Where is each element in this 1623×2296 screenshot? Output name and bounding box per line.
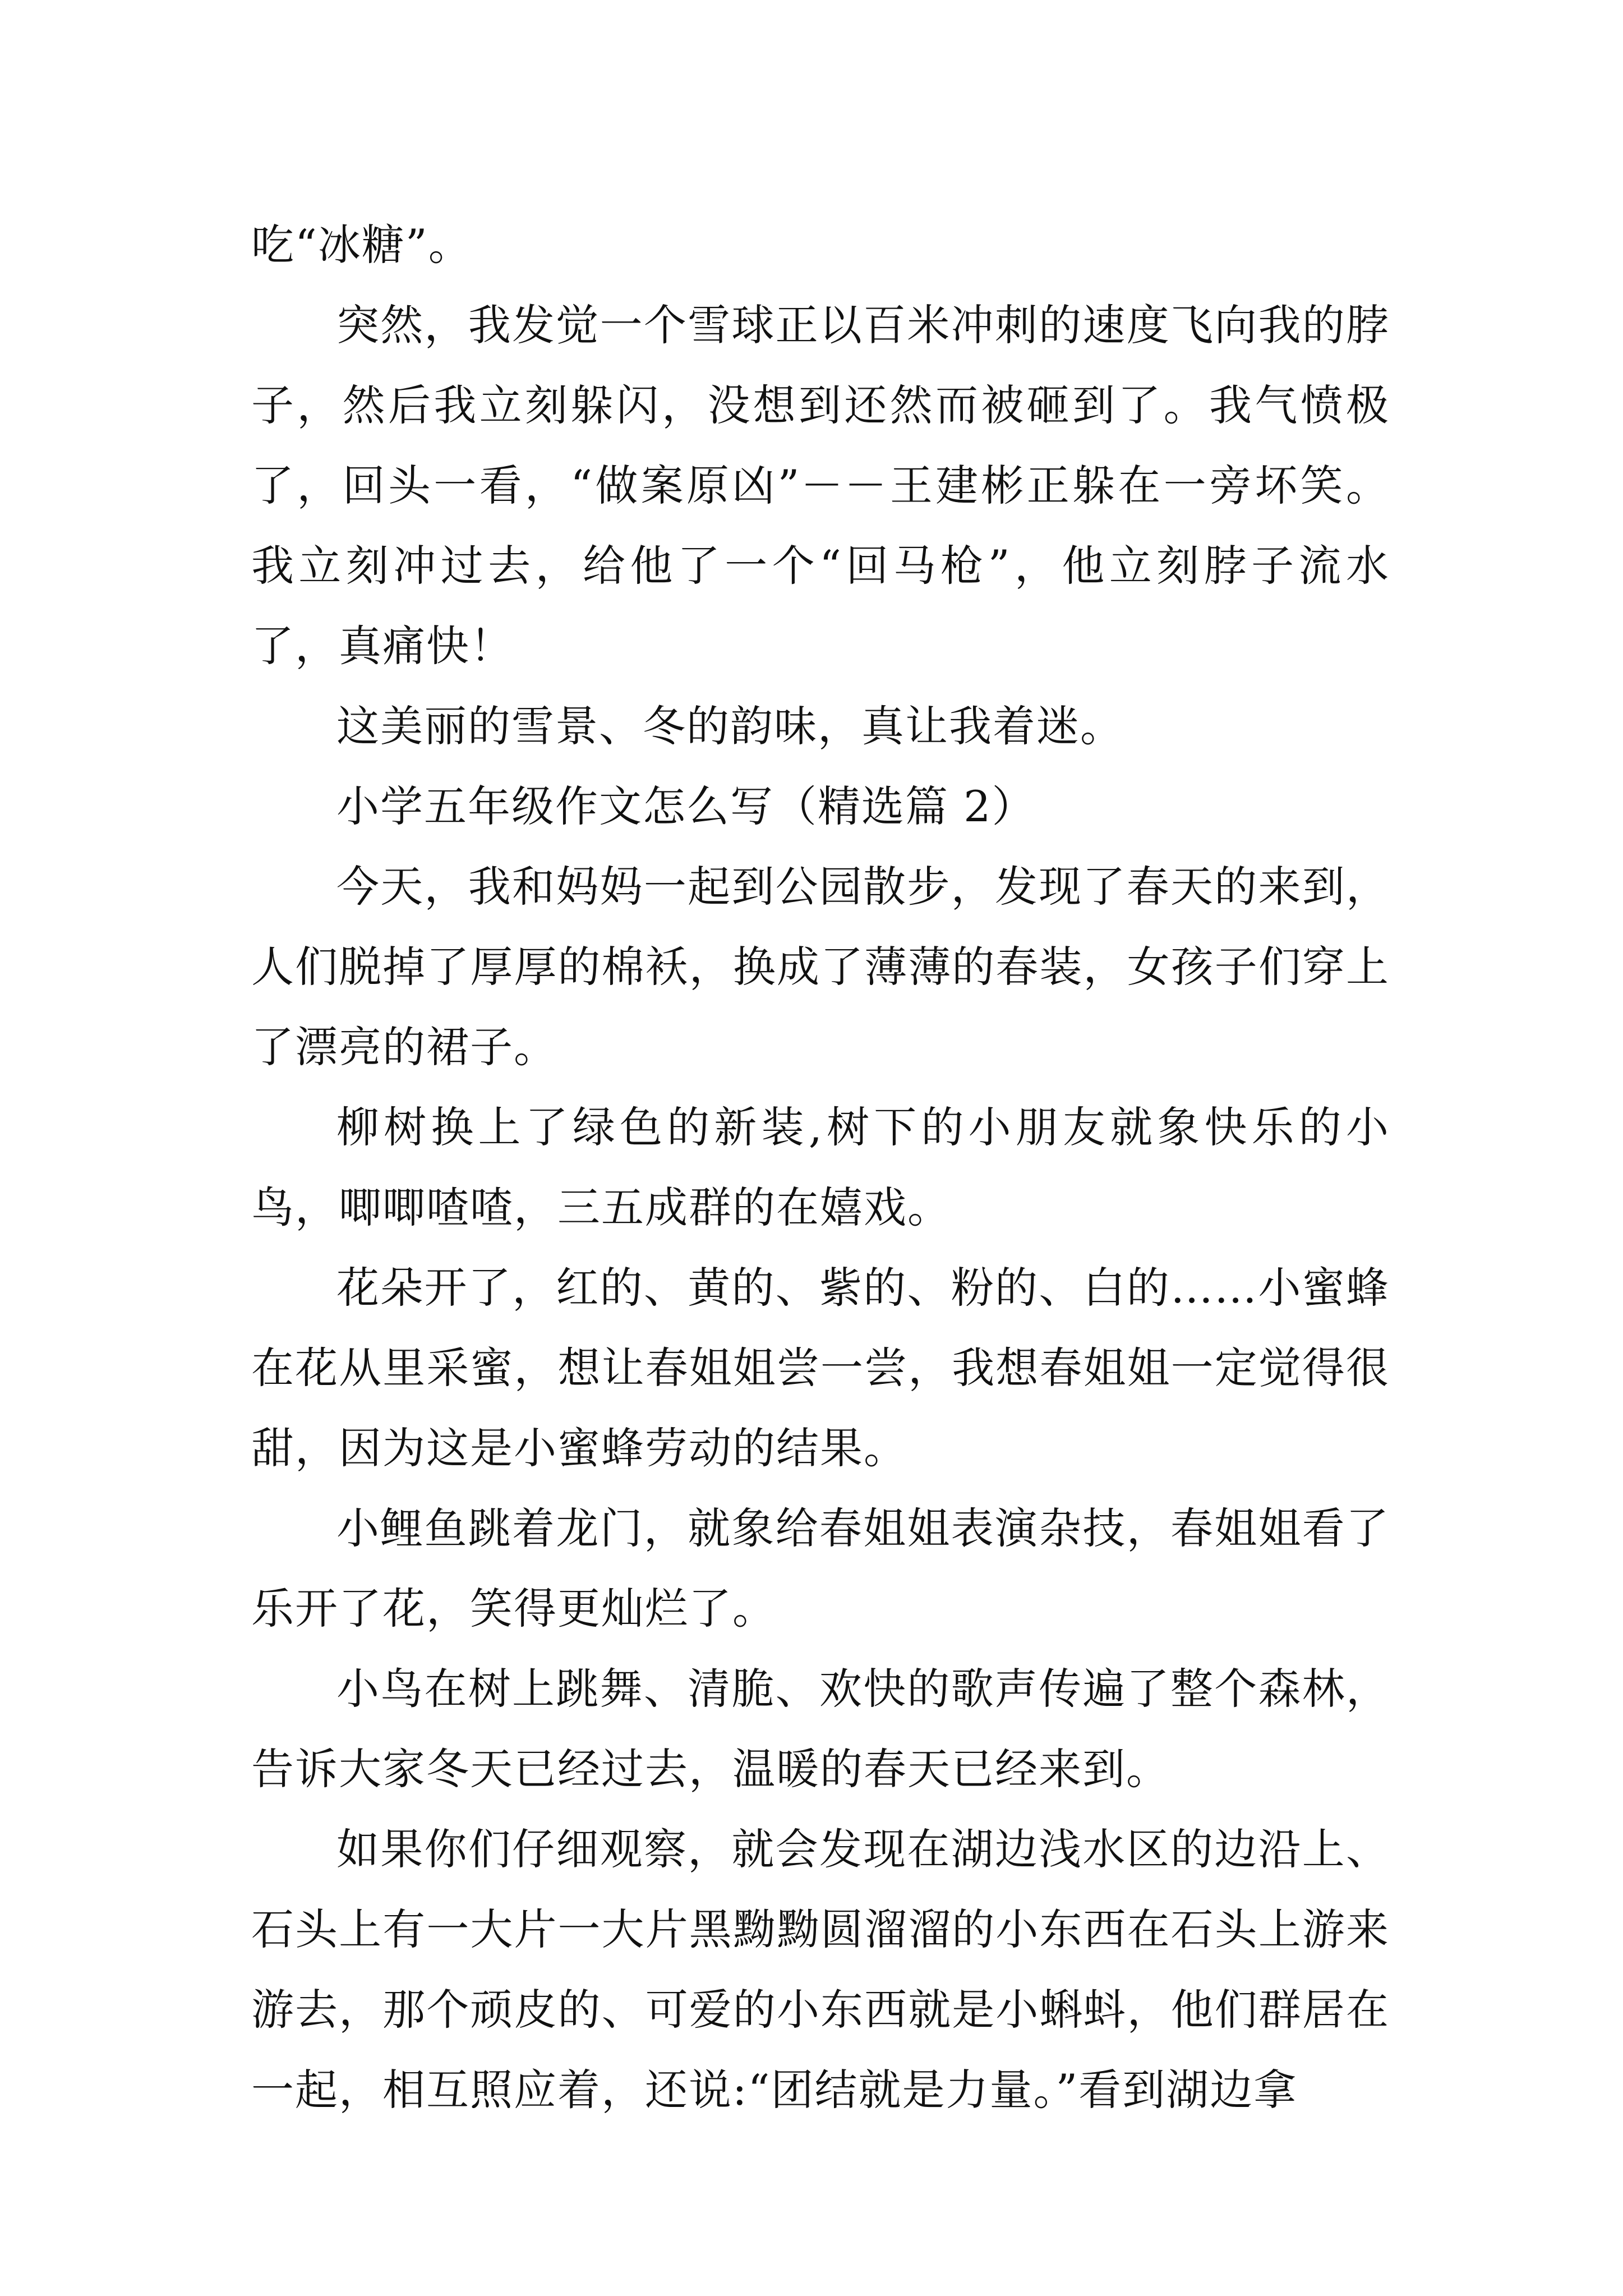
paragraph-10: 如果你们仔细观察，就会发现在湖边浅水区的边沿上、石头上有一大片一大片黑黝黝圆溜溜的小东西在石头上游来游去，那个顽皮的、可爱的小东西就是小蝌蚪，他们群居在一起，相互照应着，还说:“团结就是力量。”看到湖边拿 — [251, 1824, 1390, 2115]
document-body — [251, 205, 1390, 2130]
paragraph-6: 柳树换上了绿色的新装,树下的小朋友就象快乐的小鸟，唧唧喳喳，三五成群的在嬉戏。 — [251, 1102, 1390, 1232]
paragraph-5: 今天，我和妈妈一起到公园散步，发现了春天的来到，人们脱掉了厚厚的棉袄，换成了薄薄的春装，女孩子们穿上了漂亮的裙子。 — [251, 862, 1390, 1072]
paragraph-3: 这美丽的雪景、冬的韵味，真让我着迷。 — [336, 701, 1124, 751]
section-heading: 小学五年级作文怎么写（精选篇 2） — [336, 781, 1036, 831]
paragraph-7: 花朵开了，红的、黄的、紫的、粉的、白的……小蜜蜂在花从里采蜜，想让春姐姐尝一尝，我想春姐姐一定觉得很甜，因为这是小蜜蜂劳动的结果。 — [251, 1263, 1390, 1473]
paragraph-1: 吃“冰糖”。 — [251, 220, 472, 270]
paragraph-8: 小鲤鱼跳着龙门，就象给春姐姐表演杂技，春姐姐看了乐开了花，笑得更灿烂了。 — [251, 1503, 1390, 1634]
paragraph-9: 小鸟在树上跳舞、清脆、欢快的歌声传遍了整个森林，告诉大家冬天已经过去，温暖的春天已经来到。 — [251, 1664, 1390, 1794]
paragraph-2: 突然，我发觉一个雪球正以百米冲刺的速度飞向我的脖子，然后我立刻躲闪，没想到还然而被砸到了。我气愤极了，回头一看，“做案原凶”－－王建彬正躲在一旁坏笑。我立刻冲过去，给他了一个“回马枪”，他立刻脖子流水了，真痛快！ — [251, 300, 1390, 671]
